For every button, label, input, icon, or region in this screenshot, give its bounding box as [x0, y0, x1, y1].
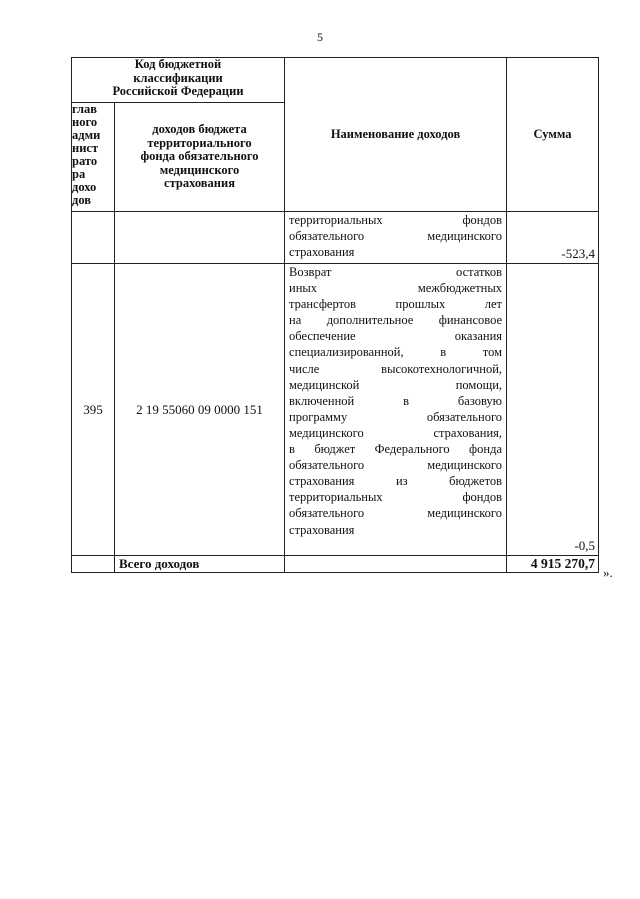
header-code-line: территориального — [147, 135, 252, 150]
name-line: Возврат остатков — [289, 265, 503, 279]
header-admin-line: адми — [72, 128, 101, 142]
header-admin-line: глав — [72, 102, 98, 116]
header-group-line: Код бюджетной — [134, 57, 222, 71]
total-label: Всего доходов — [115, 556, 285, 573]
closing-quote-mark: ». — [603, 565, 613, 580]
header-code-line: страхования — [164, 176, 235, 191]
row-budget-code: 2 19 55060 09 0000 151 — [115, 264, 285, 556]
row-revenue-name — [285, 212, 507, 264]
header-admin-line: ра — [72, 167, 86, 181]
header-chief-administrator — [72, 103, 115, 212]
header-budget-code-group — [72, 58, 285, 103]
name-line: числе высокотехнологичной, — [289, 361, 503, 376]
page-number: 5 — [317, 30, 323, 44]
header-code-line: доходов бюджета — [152, 122, 247, 137]
name-line: трансфертов прошлых лет — [289, 297, 503, 312]
header-code-line: фонда обязательного — [140, 149, 259, 164]
total-row — [72, 556, 599, 573]
name-line: обязательного медицинского — [289, 229, 503, 244]
table-row — [72, 212, 599, 264]
header-group-line: классификации — [133, 70, 223, 85]
name-line: включенной в базовую — [289, 393, 503, 408]
name-line: программу обязательного — [289, 409, 503, 424]
name-line: страхования — [289, 245, 355, 260]
header-fund-revenue-code — [115, 103, 285, 212]
table-header-row — [72, 58, 599, 103]
total-empty-cell — [72, 556, 115, 573]
row-budget-code — [115, 212, 285, 264]
header-admin-line: дохо — [72, 180, 97, 194]
name-line: страхования из бюджетов — [289, 474, 503, 489]
header-admin-line: рато — [72, 154, 98, 168]
header-amount: Сумма — [507, 58, 599, 212]
name-line: обеспечение оказания — [289, 329, 503, 344]
header-admin-line: дов — [72, 193, 92, 207]
total-amount: 4 915 270,7 — [507, 556, 599, 573]
name-line: обязательного медицинского — [289, 506, 503, 521]
name-line: иных межбюджетных — [289, 281, 503, 296]
table-row — [72, 264, 599, 556]
row-revenue-name — [285, 264, 507, 556]
header-revenue-name: Наименование доходов — [285, 58, 507, 212]
row-admin-code — [72, 212, 115, 264]
header-group-line: Российской Федерации — [112, 84, 244, 98]
header-admin-line: ного — [72, 115, 98, 129]
header-code-line: медицинского — [159, 162, 240, 177]
row-amount: -523,4 — [507, 212, 599, 264]
revenue-table — [71, 57, 599, 573]
row-admin-code: 395 — [72, 264, 115, 556]
name-line: территориальных фондов — [289, 490, 503, 505]
name-line: территориальных фондов — [289, 213, 503, 227]
row-amount: -0,5 — [507, 264, 599, 556]
name-line: медицинского страхования, — [289, 425, 503, 440]
name-line: страхования — [289, 522, 355, 537]
header-admin-line: нист — [72, 141, 99, 155]
name-line: в бюджет Федерального фонда — [289, 442, 503, 457]
name-line: на дополнительное финансовое — [289, 313, 503, 328]
name-line: специализированной, в том — [289, 345, 503, 360]
name-line: медицинской помощи, — [289, 377, 503, 392]
name-line: обязательного медицинского — [289, 458, 503, 473]
total-empty-cell — [285, 556, 507, 573]
